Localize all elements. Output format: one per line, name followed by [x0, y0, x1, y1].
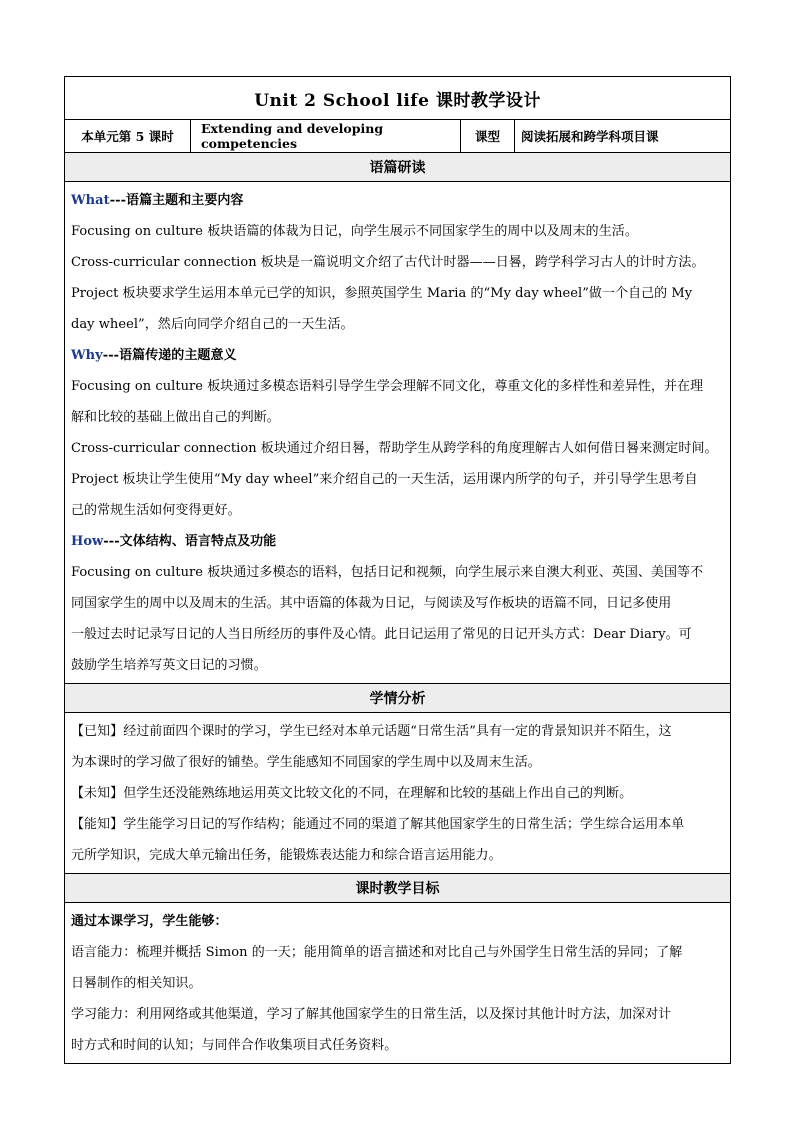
- section-heading-analysis: 语篇研读: [65, 153, 731, 182]
- section-heading-learners: 学情分析: [65, 684, 731, 713]
- paragraph-line: day wheel”，然后向同学介绍自己的一天生活。: [71, 317, 354, 332]
- meta-row: [65, 120, 731, 153]
- how-subheading: How---文体结构、语言特点及功能: [71, 534, 277, 549]
- paragraph-line: 【能知】学生能学习日记的写作结构；能通过不同的渠道了解其他国家学生的日常生活；学生综合运用本单: [71, 817, 685, 832]
- paragraph-line: 元所学知识，完成大单元输出任务，能锻炼表达能力和综合语言运用能力。: [71, 848, 502, 863]
- objectives-body: [65, 903, 731, 1064]
- paragraph-line: 【未知】但学生还没能熟练地运用英文比较文化的不同，在理解和比较的基础上作出自己的判断。: [71, 786, 633, 801]
- lesson-type-value: 阅读拓展和跨学科项目课: [515, 120, 731, 153]
- paragraph-line: 日晷制作的相关知识。: [71, 976, 202, 991]
- paragraph-line: 学习能力：利用网络或其他渠道，学习了解其他国家学生的日常生活，以及探讨其他计时方法，加深对计: [71, 1007, 672, 1022]
- objectives-intro: 通过本课学习，学生能够：: [71, 914, 228, 929]
- document-title: Unit 2 School life 课时教学设计: [65, 77, 731, 120]
- lesson-plan-table: [64, 76, 731, 1064]
- paragraph-line: Cross-curricular connection 板块通过介绍日晷，帮助学生从跨学科的角度理解古人如何借日晷来测定时间。: [71, 441, 718, 456]
- paragraph-line: 解和比较的基础上做出自己的判断。: [71, 410, 280, 425]
- lesson-type-label: 课型: [461, 120, 515, 153]
- analysis-body: [65, 182, 731, 684]
- paragraph-line: Focusing on culture 板块通过多模态的语料，包括日记和视频，向学生展示来自澳大利亚、英国、美国等不: [71, 565, 704, 580]
- section-heading-objectives: 课时教学目标: [65, 874, 731, 903]
- lesson-topic: Extending and developing competencies: [191, 120, 461, 153]
- paragraph-line: 为本课时的学习做了很好的铺垫。学生能感知不同国家的学生周中以及周末生活。: [71, 755, 541, 770]
- paragraph-line: Project 板块让学生使用“My day wheel”来介绍自己的一天生活，运用课内所学的句子，并引导学生思考自: [71, 472, 698, 487]
- paragraph-line: Cross-curricular connection 板块是一篇说明文介绍了古代计时器——日晷，跨学科学习古人的计时方法。: [71, 255, 705, 270]
- paragraph-line: 【已知】经过前面四个课时的学习，学生已经对本单元话题“日常生活”具有一定的背景知识并不陌生，这: [71, 724, 672, 739]
- why-subheading: Why---语篇传递的主题意义: [71, 348, 237, 363]
- paragraph-line: 一般过去时记录写日记的人当日所经历的事件及心情。此日记运用了常见的日记开头方式：Dear Diary。可: [71, 627, 692, 642]
- lesson-number: 本单元第 5 课时: [65, 120, 191, 153]
- paragraph-line: 同国家学生的周中以及周末的生活。其中语篇的体裁为日记，与阅读及写作板块的语篇不同，日记多使用: [71, 596, 672, 611]
- what-subheading: What---语篇主题和主要内容: [71, 193, 244, 208]
- paragraph-line: 时方式和时间的认知；与同伴合作收集项目式任务资料。: [71, 1038, 398, 1053]
- paragraph-line: Project 板块要求学生运用本单元已学的知识，参照英国学生 Maria 的“My day wheel”做一个自己的 My: [71, 286, 693, 301]
- learners-body: [65, 713, 731, 874]
- paragraph-line: 己的常规生活如何变得更好。: [71, 503, 241, 518]
- paragraph-line: 语言能力：梳理并概括 Simon 的一天；能用简单的语言描述和对比自己与外国学生日常生活的异同；了解: [71, 945, 683, 960]
- paragraph-line: Focusing on culture 板块通过多模态语料引导学生学会理解不同文化，尊重文化的多样性和差异性，并在理: [71, 379, 704, 394]
- paragraph-line: Focusing on culture 板块语篇的体裁为日记，向学生展示不同国家学生的周中以及周末的生活。: [71, 224, 638, 239]
- paragraph-line: 鼓励学生培养写英文日记的习惯。: [71, 658, 267, 673]
